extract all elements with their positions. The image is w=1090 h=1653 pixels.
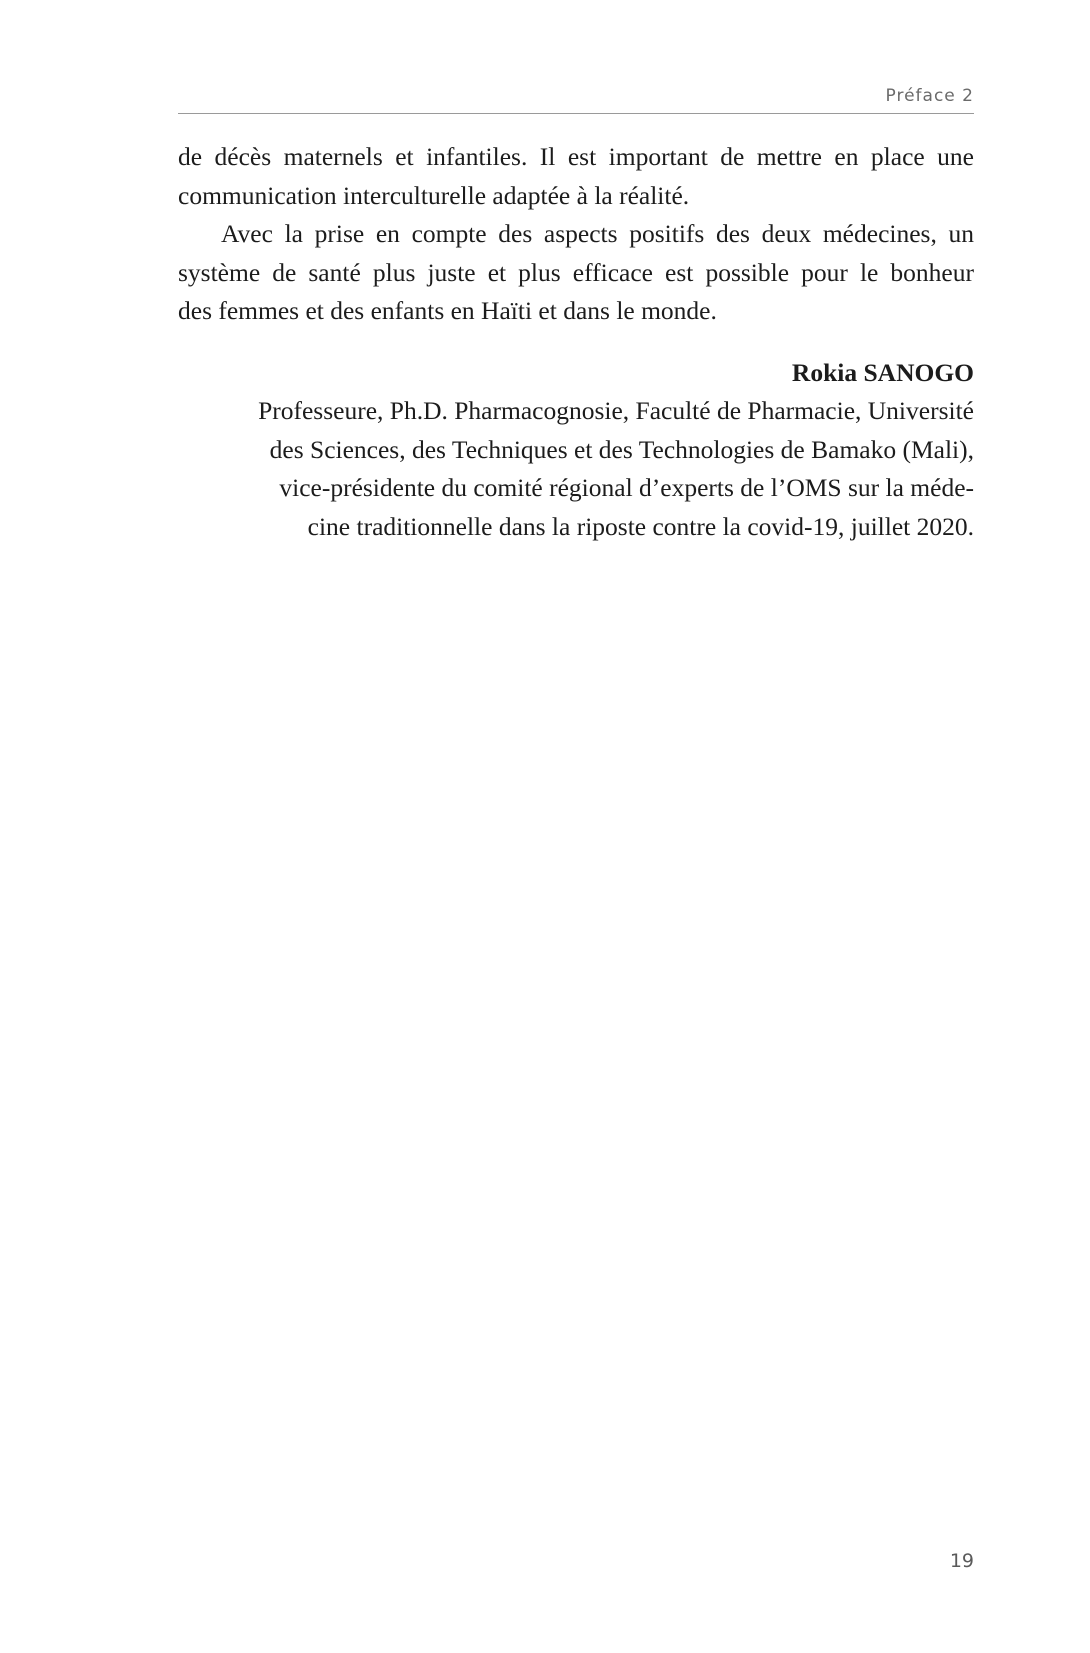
signature-name: Rokia SANOGO <box>791 357 974 387</box>
body-line: de décès maternels et infantiles. Il est important de mettre en place une <box>178 142 974 171</box>
paragraph-1 <box>178 138 974 215</box>
affiliation-line: des Sciences, des Techniques et des Technologies de Bamako (Mali), <box>269 434 974 464</box>
page-body <box>178 138 974 546</box>
header-rule <box>178 113 974 114</box>
signature-block <box>178 354 974 547</box>
affiliation-line: vice-présidente du comité régional d’experts de l’OMS sur la méde- <box>279 473 974 502</box>
body-line: Avec la prise en compte des aspects positifs des deux médecines, un <box>221 219 974 248</box>
body-line: communication interculturelle adaptée à la réalité. <box>178 180 690 210</box>
paragraph-2 <box>178 215 974 331</box>
affiliation-line: Professeure, Ph.D. Pharmacognosie, Faculté de Pharmacie, Université <box>258 396 974 425</box>
running-head: Préface 2 <box>885 86 974 106</box>
affiliation-line: cine traditionnelle dans la riposte contre la covid-19, juillet 2020. <box>307 511 974 541</box>
body-line: des femmes et des enfants en Haïti et dans le monde. <box>178 296 717 325</box>
page-number: 19 <box>949 1550 974 1572</box>
body-line: système de santé plus juste et plus efficace est possible pour le bonheur <box>178 257 974 287</box>
